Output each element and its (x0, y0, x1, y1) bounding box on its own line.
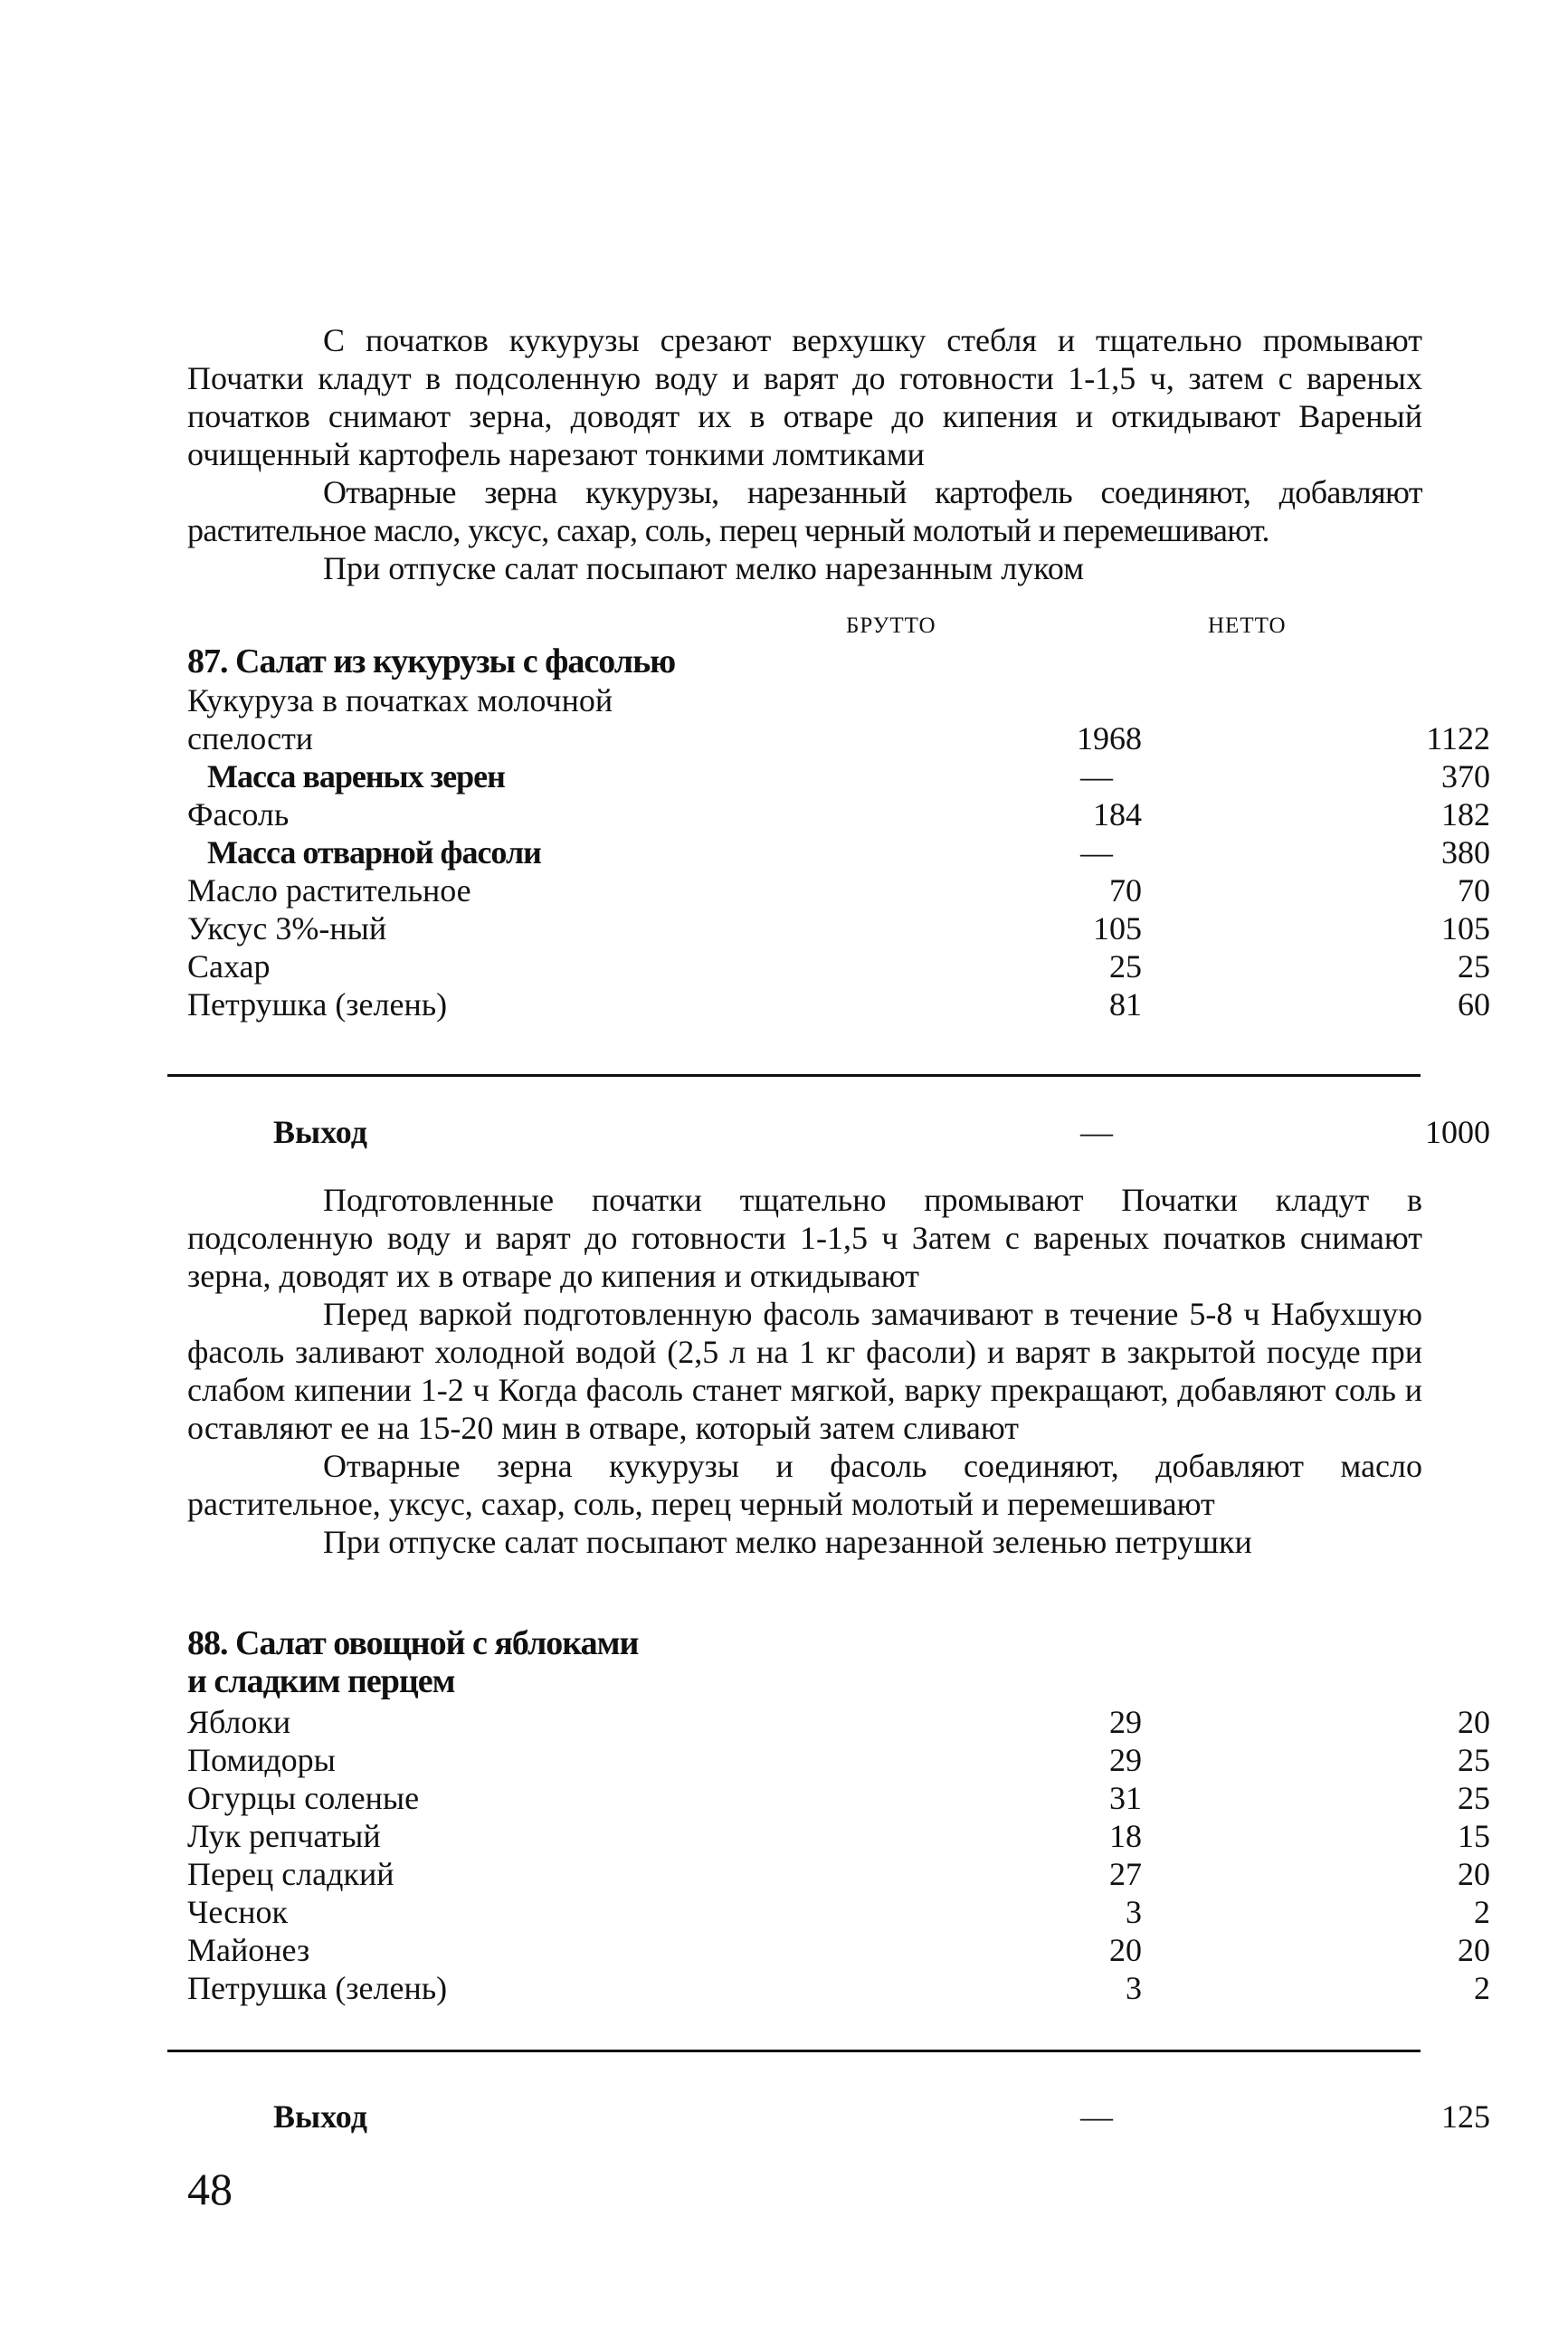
method-paragraph-3: Отварные зерна кукурузы и фасоль соединяют, добавляют масло растительное, уксус, сахар, соль, перец черный молотый и перемешивают (187, 1448, 1422, 1522)
brutto-value: 70 (1109, 872, 1142, 909)
yield-brutto: — (1080, 2098, 1113, 2135)
netto-value: 105 (1441, 910, 1490, 947)
brutto-value: 184 (1093, 796, 1142, 832)
brutto-value: 18 (1109, 1818, 1142, 1854)
ingredient-row (187, 681, 1364, 719)
netto-value: 20 (1458, 1856, 1490, 1892)
ingredient-row (187, 719, 1490, 757)
netto-value: 70 (1458, 872, 1490, 909)
ingredient-row (187, 833, 1490, 871)
ingredient-row (187, 1703, 1490, 1741)
ingredient-row (187, 947, 1490, 985)
page-number: 48 (187, 2164, 233, 2214)
table-divider (167, 1074, 1421, 1077)
ingredient-row (187, 1931, 1490, 1969)
ingredient-row (187, 795, 1490, 833)
ingredient-name: Уксус 3%-ный (187, 910, 387, 947)
brutto-value: 81 (1109, 986, 1142, 1023)
netto-value: 2 (1474, 1894, 1490, 1930)
netto-value: 380 (1441, 834, 1490, 871)
brutto-value: 20 (1109, 1932, 1142, 1968)
method-paragraph-2: Перед варкой подготовленную фасоль замачивают в течение 5-8 ч Набухшую фасоль заливают холодной водой (2,5 л на 1 кг фасоли) и варят в закрытой посуде при слабом кипении 1-2 ч Когда фасоль станет мягкой, варку прекращают, добавляют соль и оставляют ее на 15-20 мин в отваре, который затем сливают (187, 1296, 1422, 1446)
ingredient-name: Масло растительное (187, 872, 471, 909)
ingredient-row (187, 1779, 1490, 1817)
ingredient-row (187, 1741, 1490, 1779)
ingredient-name: Кукуруза в початках молочной (187, 682, 613, 718)
netto-value: 20 (1458, 1932, 1490, 1968)
recipe-88-title-line-1: 88. Салат овощной с яблоками (187, 1624, 639, 1662)
ingredient-name: Масса отварной фасоли (207, 834, 541, 871)
brutto-value: 3 (1126, 1970, 1142, 2006)
recipe-87-method (187, 1181, 1422, 1561)
yield-netto: 1000 (1425, 1114, 1490, 1150)
brutto-value: 31 (1109, 1780, 1142, 1816)
column-header-netto: НЕТТО (1208, 614, 1287, 638)
intro-paragraph-1: С початков кукурузы срезают верхушку стебля и тщательно промывают Початки кладут в подсоленную воду и варят до готовности 1-1,5 ч, затем с вареных початков снимают зерна, доводят их в отваре до кипения и откидывают Вареный очищенный картофель нарезают тонкими ломтиками (187, 322, 1422, 472)
brutto-value: 29 (1109, 1742, 1142, 1778)
yield-netto: 125 (1441, 2098, 1490, 2135)
netto-value: 1122 (1426, 720, 1490, 756)
brutto-value: 25 (1109, 948, 1142, 985)
ingredient-name: Майонез (187, 1932, 310, 1968)
brutto-value: 27 (1109, 1856, 1142, 1892)
ingredient-name: Масса вареных зерен (207, 758, 505, 794)
intro-paragraph-2: Отварные зерна кукурузы, нарезанный картофель соединяют, добавляют растительное масло, уксус, сахар, соль, перец черный молотый и перемешивают. (187, 474, 1422, 548)
yield-brutto: — (1080, 1114, 1113, 1150)
brutto-value: 3 (1126, 1894, 1142, 1930)
brutto-value: — (1080, 758, 1113, 794)
netto-value: 20 (1458, 1704, 1490, 1740)
netto-value: 370 (1441, 758, 1490, 794)
ingredient-row (187, 1969, 1490, 2007)
brutto-value: 105 (1093, 910, 1142, 947)
ingredient-row (187, 1855, 1490, 1893)
ingredient-row (187, 909, 1490, 947)
intro-paragraph-3: При отпуске салат посыпают мелко нарезанным луком (323, 550, 1084, 586)
ingredient-name: Чеснок (187, 1894, 289, 1930)
netto-value: 2 (1474, 1970, 1490, 2006)
netto-value: 60 (1458, 986, 1490, 1023)
ingredient-row (187, 757, 1490, 795)
ingredient-row (187, 985, 1490, 1023)
table-divider (167, 2050, 1421, 2052)
ingredient-name: Петрушка (зелень) (187, 986, 448, 1023)
brutto-value: 1968 (1077, 720, 1142, 756)
ingredient-row (187, 871, 1490, 909)
ingredient-name: Сахар (187, 948, 271, 985)
method-paragraph-4: При отпуске салат посыпают мелко нарезанной зеленью петрушки (323, 1524, 1252, 1560)
ingredient-name: Фасоль (187, 796, 290, 832)
ingredient-name: Яблоки (187, 1704, 291, 1740)
netto-value: 25 (1458, 948, 1490, 985)
brutto-value: — (1080, 834, 1113, 871)
netto-value: 25 (1458, 1780, 1490, 1816)
ingredient-name: спелости (187, 720, 314, 756)
yield-label: Выход (273, 1114, 367, 1150)
ingredient-name: Перец сладкий (187, 1856, 394, 1892)
ingredient-row (187, 1817, 1490, 1855)
netto-value: 182 (1441, 796, 1490, 832)
ingredient-row (187, 1893, 1490, 1931)
column-header-brutto: БРУТТО (846, 614, 936, 638)
ingredient-name: Петрушка (зелень) (187, 1970, 448, 2006)
netto-value: 15 (1458, 1818, 1490, 1854)
yield-label: Выход (273, 2098, 367, 2135)
recipe-87-title: 87. Салат из кукурузы с фасолью (187, 642, 676, 680)
ingredient-name: Помидоры (187, 1742, 336, 1778)
ingredient-name: Лук репчатый (187, 1818, 381, 1854)
recipe-88-title-line-2: и сладким перцем (187, 1662, 455, 1700)
netto-value: 25 (1458, 1742, 1490, 1778)
method-paragraph-1: Подготовленные початки тщательно промывают Початки кладут в подсоленную воду и варят до готовности 1-1,5 ч Затем с вареных початков снимают зерна, доводят их в отваре до кипения и откидывают (187, 1182, 1422, 1294)
ingredient-name: Огурцы соленые (187, 1780, 420, 1816)
brutto-value: 29 (1109, 1704, 1142, 1740)
intro-text (187, 321, 1422, 587)
